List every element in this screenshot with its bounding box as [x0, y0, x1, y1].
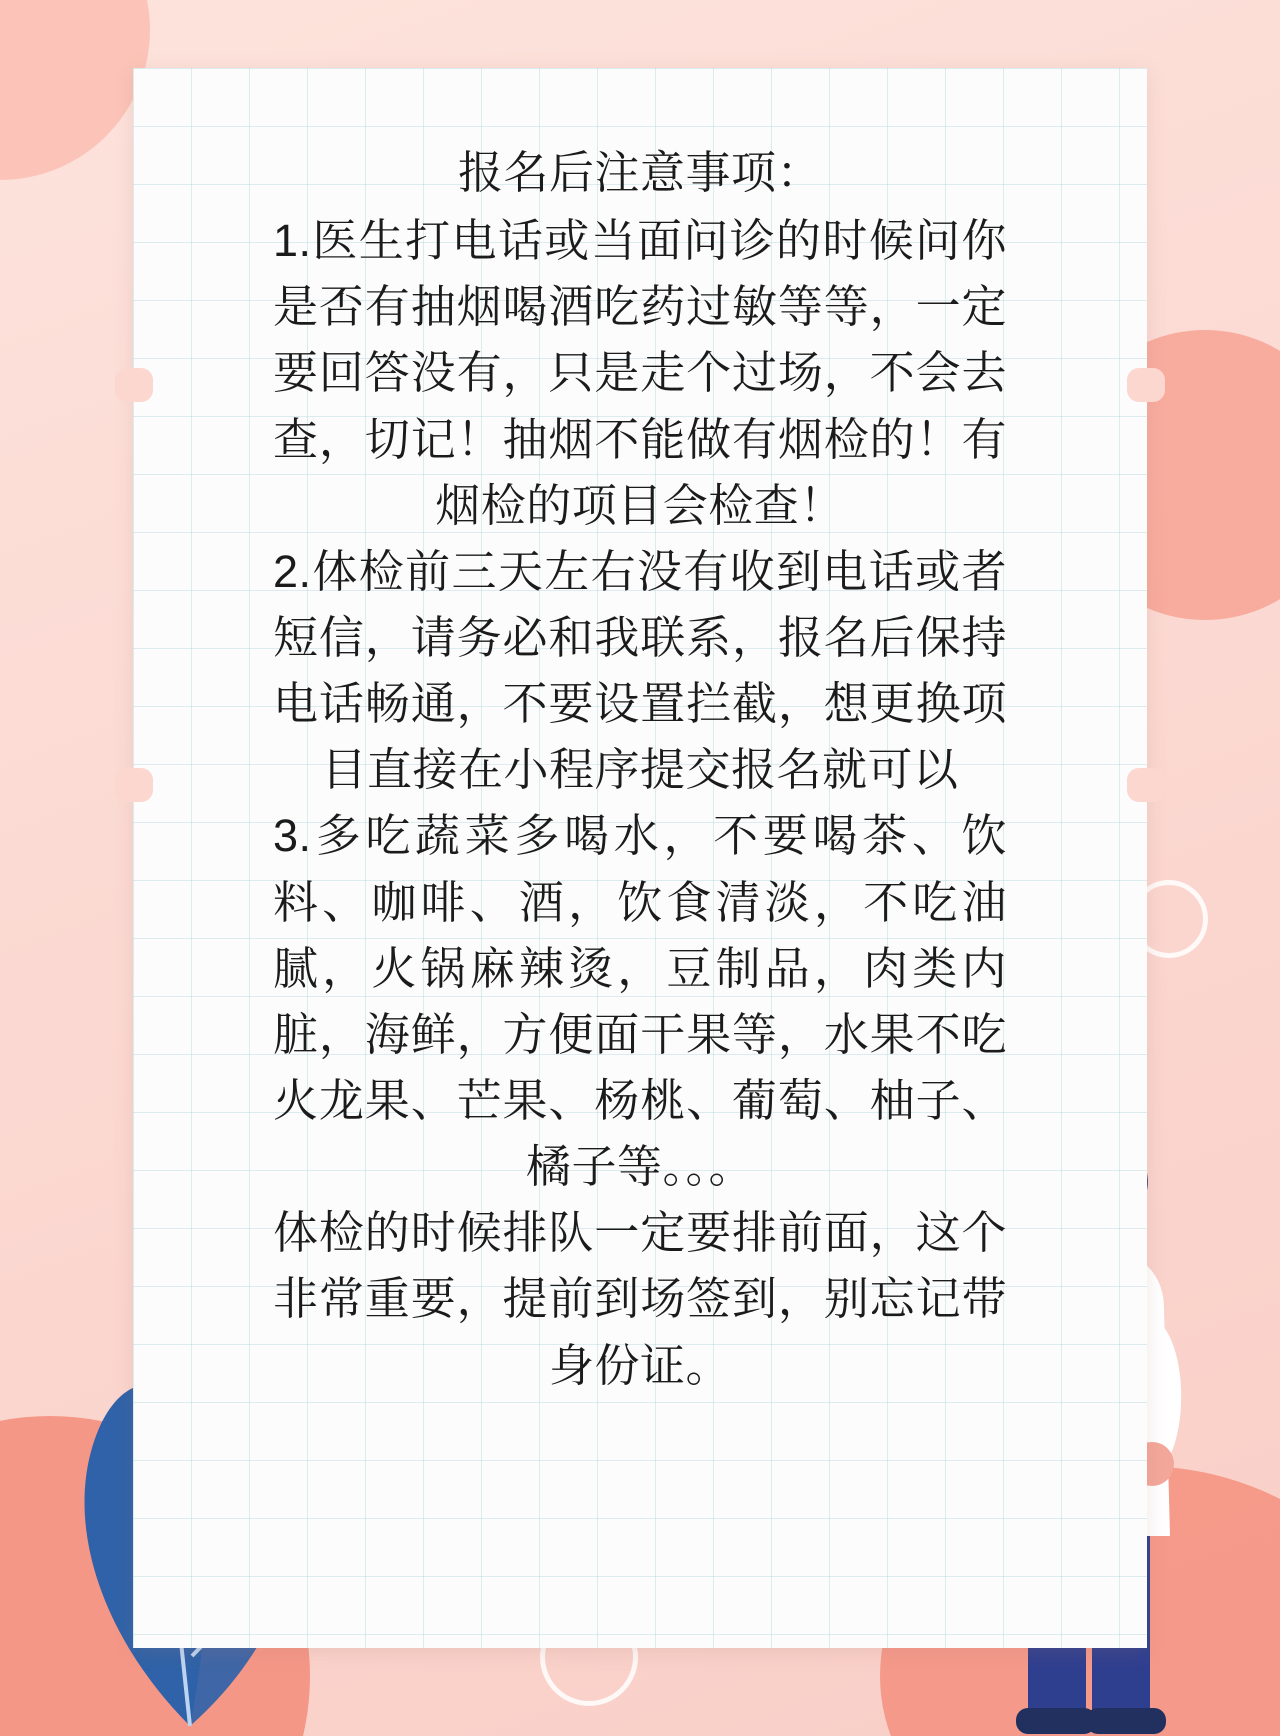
notice-paragraph-1: 1.医生打电话或当面问诊的时候问你是否有抽烟喝酒吃药过敏等等，一定要回答没有，只是走个过场，不会去查，切记！抽烟不能做有烟检的！有烟检的项目会检查！ — [273, 215, 1007, 531]
notice-paragraph-3: 3.多吃蔬菜多喝水，不要喝茶、饮料、咖啡、酒，饮食清淡，不吃油腻，火锅麻辣烫，豆制品，肉类内脏，海鲜，方便面干果等，水果不吃火龙果、芒果、杨桃、葡萄、柚子、橘子等。。。 — [273, 810, 1007, 1193]
note-card — [133, 68, 1147, 1648]
notice-content — [133, 140, 1147, 1399]
notice-heading: 报名后注意事项： — [457, 147, 822, 198]
notice-paragraph-4: 体检的时候排队一定要排前面，这个非常重要，提前到场签到，别忘记带身份证。 — [273, 1207, 1007, 1391]
decor-blob-top-left — [0, 0, 150, 180]
notice-paragraph-2: 2.体检前三天左右没有收到电话或者短信，请务必和我联系，报名后保持电话畅通，不要设置拦截，想更换项目直接在小程序提交报名就可以 — [273, 545, 1007, 796]
